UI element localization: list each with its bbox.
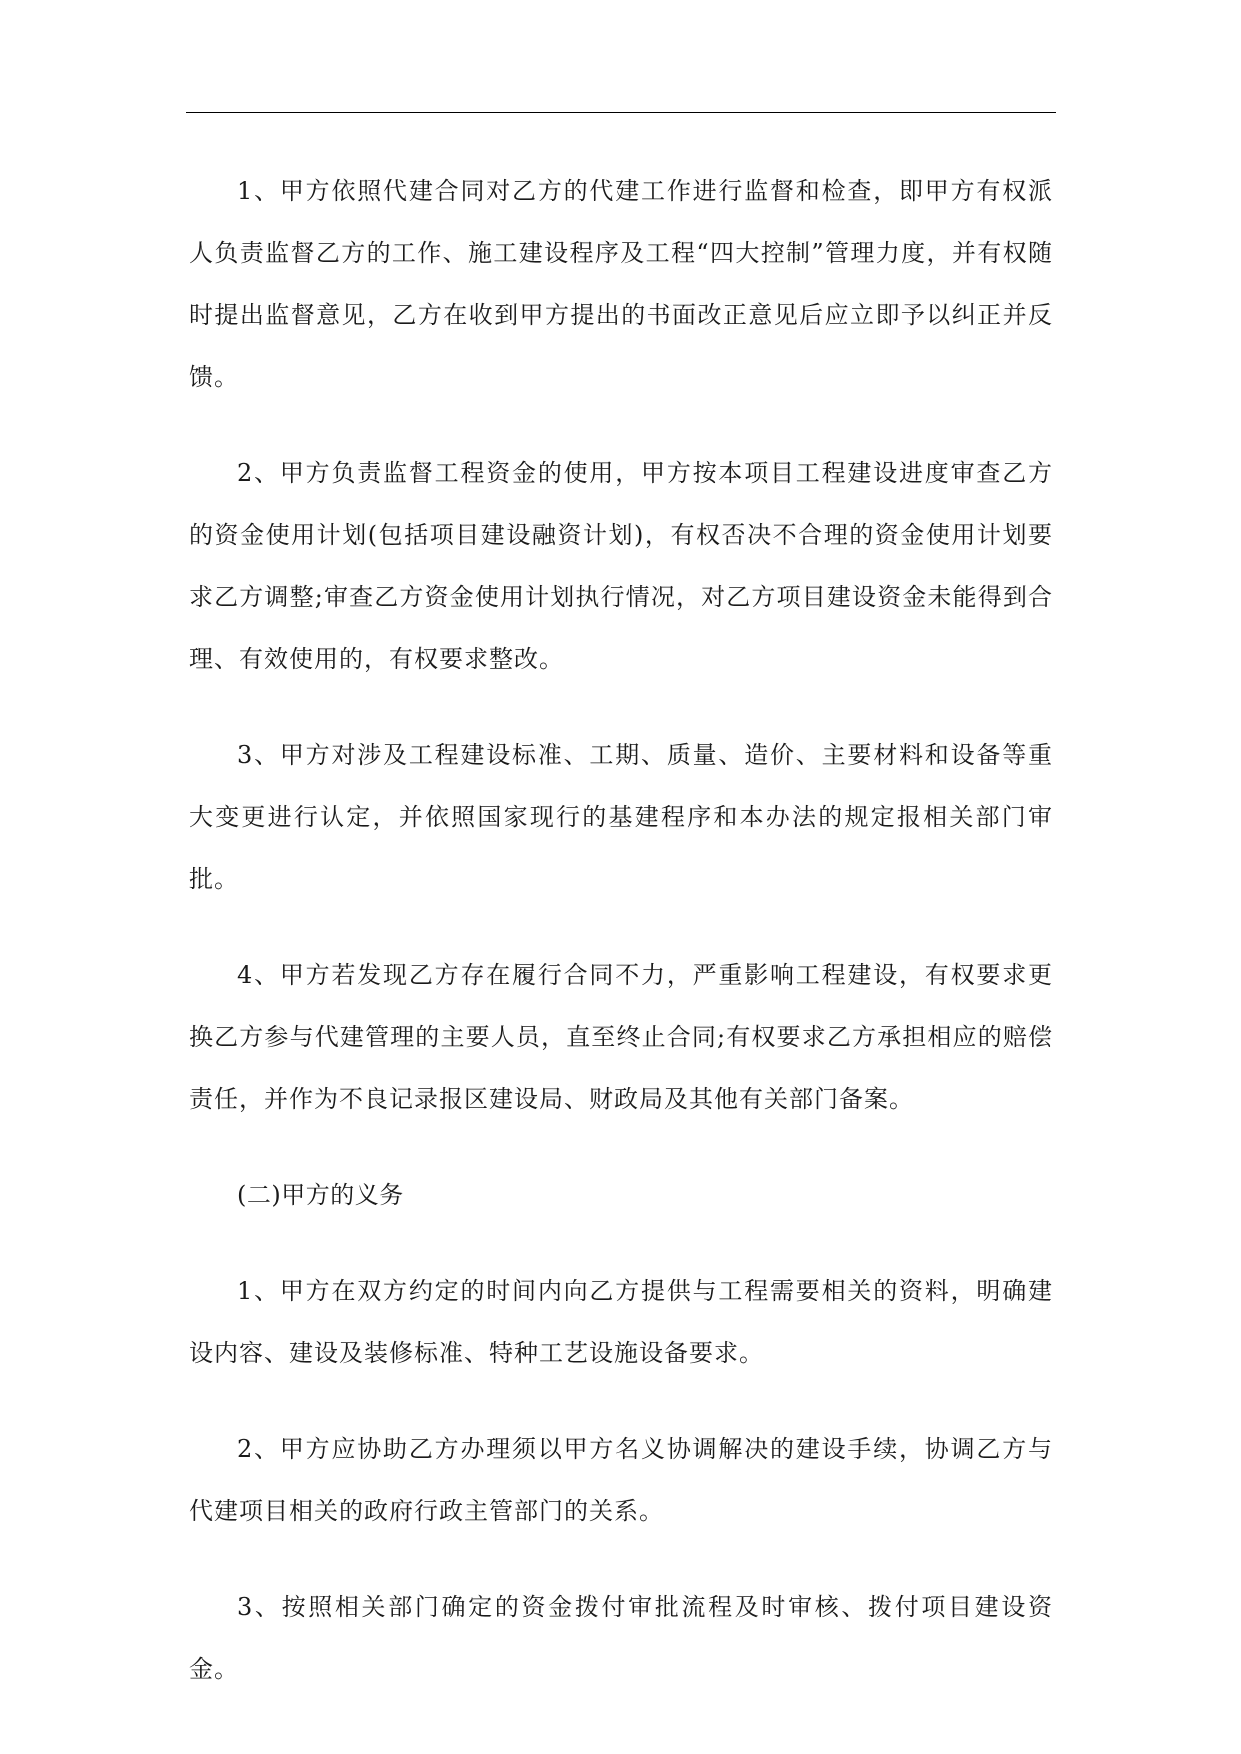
section-heading-obligations: (二)甲方的义务 <box>237 1181 404 1209</box>
paragraph-obligation-3-funding: 3、按照相关部门确定的资金拨付审批流程及时审核、拨付项目建设资金。 <box>189 1593 1053 1683</box>
paragraph-right-2-funds: 2、甲方负责监督工程资金的使用，甲方按本项目工程建设进度审查乙方的资金使用计划(包括项目建设融资计划)，有权否决不合理的资金使用计划要求乙方调整;审查乙方资金使用计划执行情况，对乙方项目建设资金未能得到合理、有效使用的，有权要求整改。 <box>189 459 1053 673</box>
paragraph-right-3-changes: 3、甲方对涉及工程建设标准、工期、质量、造价、主要材料和设备等重大变更进行认定，并依照国家现行的基建程序和本办法的规定报相关部门审批。 <box>189 741 1053 893</box>
document-body <box>189 160 1053 1734</box>
paragraph-right-4-replacement: 4、甲方若发现乙方存在履行合同不力，严重影响工程建设，有权要求更换乙方参与代建管理的主要人员，直至终止合同;有权要求乙方承担相应的赔偿责任，并作为不良记录报区建设局、财政局及其他有关部门备案。 <box>189 961 1053 1113</box>
paragraph-obligation-1-materials: 1、甲方在双方约定的时间内向乙方提供与工程需要相关的资料，明确建设内容、建设及装修标准、特种工艺设施设备要求。 <box>189 1277 1053 1367</box>
paragraph-right-1-supervision: 1、甲方依照代建合同对乙方的代建工作进行监督和检查，即甲方有权派人负责监督乙方的工作、施工建设程序及工程“四大控制”管理力度，并有权随时提出监督意见，乙方在收到甲方提出的书面改正意见后应立即予以纠正并反馈。 <box>189 177 1053 391</box>
paragraph-obligation-2-coordination: 2、甲方应协助乙方办理须以甲方名义协调解决的建设手续，协调乙方与代建项目相关的政府行政主管部门的关系。 <box>189 1435 1053 1525</box>
header-rule <box>186 112 1056 113</box>
